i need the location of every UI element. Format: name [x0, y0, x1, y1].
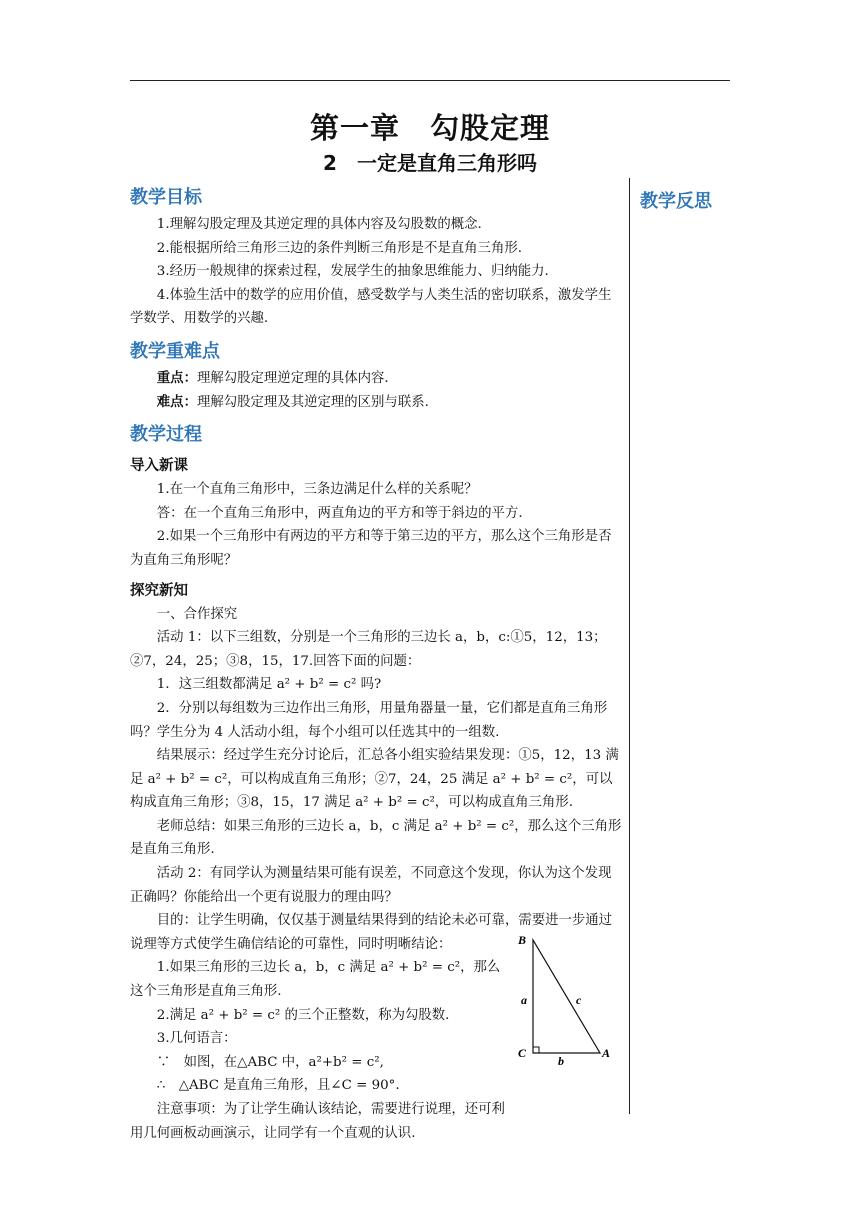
difficulty-label: 难点：	[156, 394, 197, 410]
theorem-block	[130, 956, 508, 1145]
explore-line: 2．分别以每组数为三边作出三角形，用量角器量一量，它们都是直角三角形吗？学生分为 4 人活动小组，每个小组可以任选其中的一组数.	[130, 700, 608, 740]
explore-line: 目的：让学生明确，仅仅基于测量结果得到的结论未必可靠，需要进一步通过说理等方式使学生确信结论的可靠性，同时明晰结论：	[130, 913, 613, 952]
triangle-shape	[533, 940, 600, 1053]
intro-line: 1.在一个直角三角形中，三条边满足什么样的关系呢？	[156, 482, 478, 498]
side-c-label: c	[576, 993, 582, 1007]
explore-line: 结果展示：经过学生充分讨论后，汇总各小组实验结果发现：①5，12，13 满足 a² + b² = c²，可以构成直角三角形；②7，24，25 满足 a² + b² = c²，可以构成直角三角形；③8，15，17 满足 a² + b² = c²，可以构成直角三角形.	[130, 748, 619, 811]
goal-item: 2.能根据所给三角形三边的条件判断三角形是不是直角三角形.	[156, 240, 522, 256]
focus-line	[130, 367, 624, 391]
right-angle-mark	[533, 1047, 539, 1053]
theorem-line: 2.满足 a² + b² = c² 的三个正整数，称为勾股数.	[156, 1007, 450, 1023]
chapter-title: 第一章 勾股定理	[309, 111, 550, 145]
explore-heading: 探究新知	[130, 582, 188, 599]
goal-item: 1.理解勾股定理及其逆定理的具体内容及勾股数的概念.	[156, 217, 482, 232]
explore-line: 活动 2：有同学认为测量结果可能有误差，不同意这个发现，你认为这个发现正确吗？你能给出一个更有说服力的理由吗？	[130, 866, 612, 905]
theorem-line: 注意事项：为了让学生确认该结论，需要进行说理，还可利用几何画板动画演示，让同学有一个直观的认识.	[130, 1102, 505, 1141]
vertex-c-label: C	[518, 1046, 527, 1060]
focus-label: 重点：	[156, 370, 197, 386]
key-points-heading: 教学重难点	[130, 340, 220, 362]
side-b-label: b	[558, 1054, 564, 1066]
difficulty-text: 理解勾股定理及其逆定理的区别与联系.	[196, 394, 429, 410]
theorem-line: ∵ 如图，在△ABC 中，a²+b² = c²,	[156, 1054, 384, 1070]
theorem-line: 1.如果三角形的三边长 a，b，c 满足 a² + b² = c²，那么这个三角形是直角三角形.	[130, 960, 501, 1000]
process-heading: 教学过程	[130, 424, 202, 446]
vertex-a-label: A	[602, 1046, 611, 1060]
column-divider	[629, 178, 630, 1114]
theorem-line: ∴ △ABC 是直角三角形，且∠C = 90°.	[156, 1078, 400, 1094]
goal-item: 3.经历一般规律的探索过程，发展学生的抽象思维能力、归纳能力.	[156, 264, 549, 280]
right-triangle-figure	[512, 932, 618, 1066]
explore-line: 活动 1：以下三组数，分别是一个三角形的三边长 a，b，c:①5，12，13；②7，24，25；③8，15，17.回答下面的问题：	[130, 630, 607, 669]
focus-text: 理解勾股定理逆定理的具体内容.	[196, 370, 389, 386]
goal-item: 4.体验生活中的数学的应用价值，感受数学与人类生活的密切联系，激发学生学数学、用数学的兴趣.	[130, 287, 612, 327]
theorem-line: 3.几何语言：	[156, 1031, 237, 1047]
reflection-heading: 教学反思	[640, 191, 712, 212]
top-rule	[130, 80, 730, 81]
explore-line: 1．这三组数都满足 a² + b² = c² 吗?	[156, 677, 382, 693]
side-a-label: a	[521, 993, 527, 1007]
explore-line: 老师总结：如果三角形的三边长 a，b，c 满足 a² + b² = c²，那么这个三角形是直角三角形.	[130, 818, 622, 858]
intro-line: 2.如果一个三角形中有两边的平方和等于第三边的平方，那么这个三角形是否为直角三角形呢？	[130, 529, 612, 568]
goals-heading: 教学目标	[130, 187, 202, 208]
intro-heading: 导入新课	[130, 458, 188, 475]
intro-line: 答：在一个直角三角形中，两直角边的平方和等于斜边的平方.	[156, 505, 523, 521]
vertex-b-label: B	[518, 933, 527, 947]
difficulty-line	[130, 391, 624, 415]
explore-line: 一、合作探究	[156, 606, 238, 622]
section-title: 2 一定是直角三角形吗	[323, 151, 537, 175]
